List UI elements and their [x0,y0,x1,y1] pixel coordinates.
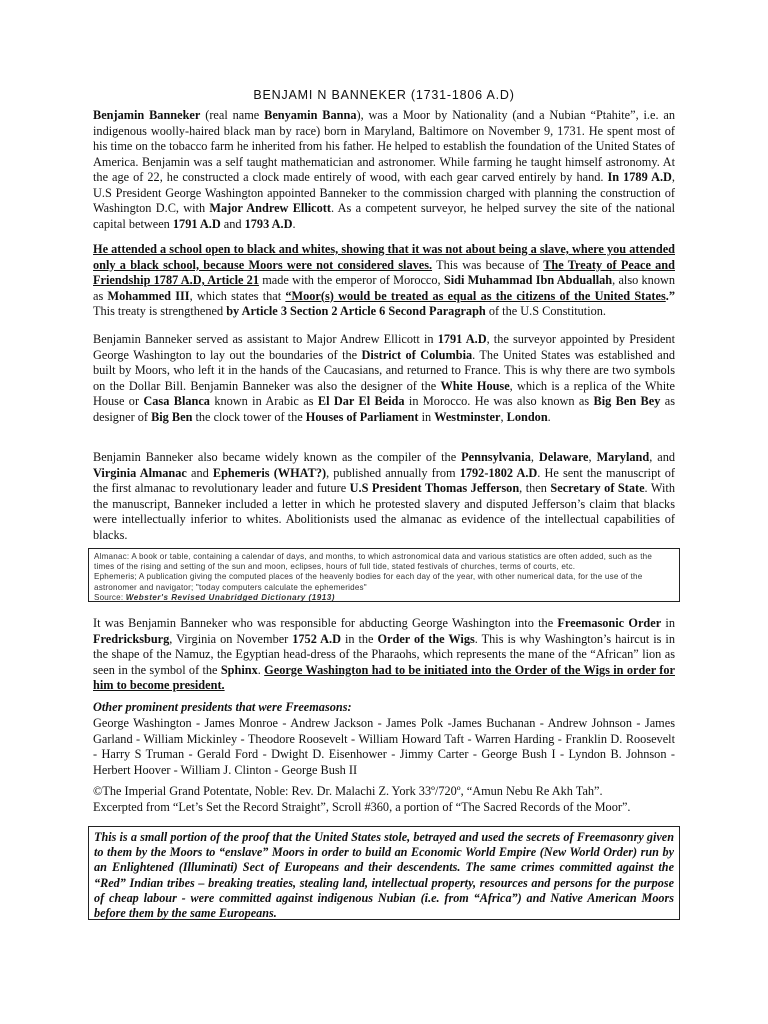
text-span: Benjamin Banneker served as assistant to Major Andrew Ellicott in [93,332,438,346]
text-span: Freemasonic Order [557,616,662,630]
definition-box [88,548,680,602]
credit-line: ©The Imperial Grand Potentate, Noble: Rev. Dr. Malachi Z. York 33º/720º, “Amun Nebu Re Akh Tah”. [93,784,603,798]
text-span: Big Ben [151,409,193,424]
text-span: in [661,616,675,630]
text-span: Virginia Almanac [93,465,187,480]
text-span: White House [440,378,510,393]
text-span: Houses of Parliament [305,409,419,424]
text-span: Maryland [596,450,650,464]
source-title: Webster's Revised Unabridged Dictionary (1913) [125,592,335,602]
text-span: . The United States was established and built by Moors, who left it in the hands of the Caucasians, and returned to France. This is why there are two symbols on the Dollar Bill. Benjamin Banneker was also the designer of the [93,347,675,393]
paragraph-treaty [93,242,675,320]
paragraph-freemasonic [93,616,675,694]
text-span: Secretary of State [550,481,645,495]
text-span: Sphinx [220,662,258,677]
text-span: George Washington had to be initiated into the Order of the Wigs in order for him to become president. [93,662,675,692]
text-span: the clock tower of the [192,409,306,424]
text-span: . This is why Washington’s haircut is in the shape of the Namuz, the Egyptian head-dress of the Pharaohs, which represents the mane of the “African” lion as seen in the symbol of the [93,631,676,677]
source-label: Source: [94,592,126,602]
text-span: , [588,450,597,464]
text-span: 1792-1802 A.D [459,465,538,480]
definition-source [94,593,674,603]
text-span: Major Andrew Ellicott [209,201,331,215]
text-span: In 1789 A.D [607,170,672,184]
text-span: .” [665,288,675,303]
text-span: , Virginia on November [169,631,293,646]
paragraph-district [93,332,675,425]
text-span: He attended a school open to black and whites, showing that it was not about being a slave, where you attended only a black school, because Moors were not considered slaves. [93,242,675,272]
text-span: of the U.S Constitution. [485,304,607,318]
paragraph-almanac [93,450,675,543]
text-span: Casa Blanca [143,394,210,408]
text-span: Fredricksburg [93,631,170,646]
text-span: , [530,450,539,464]
text-span: as designer of [93,394,675,424]
conclusion-box: This is a small portion of the proof that the United States stole, betrayed and used the secrets of Freemasonry given to them by the Moors to “enslave” Moors in order to build an Economic World Empire (New World Order) run by an Enlightened (Illuminati) Sect of Europeans and their descendents. The same crimes committed against the “Red” Indian tribes – breaking treaties, stealing land, intellectual property, resources and persons for the purpose of cheap labour - were committed against indigenous Nubian (i.e. from “Africa”) and Native American Moors before them by the same Europeans. [88,826,680,920]
text-span: Other prominent presidents that were Freemasons: [93,700,352,714]
text-span: El Dar El Beida [317,394,405,408]
text-span: , and [649,450,675,464]
text-span: in Morocco. He was also known as [404,394,594,408]
text-span: . With the manuscript, Banneker included a letter in which he protested slavery and disputed Jefferson’s claim that blacks were intellectually inferior to whites. Abolitionists used the almanac as evidence of the intellectual capabilities of blacks. [93,481,675,542]
credit-block [93,784,675,815]
text-span: known in Arabic as [209,394,318,408]
text-span: , [500,409,507,424]
text-span: “Moor(s) would be treated as equal as the citizens of the United States [285,288,666,303]
text-span: , then [519,481,551,495]
presidents-heading [93,700,675,716]
text-span: 1793 A.D [244,216,293,231]
almanac-definition: Almanac: A book or table, containing a calendar of days, and months, to which astronomical data and various statistics are often added, such as the times of the rising and setting of the sun and moon, eclipses, hours of full tide, stated festivals of churches, terms of courts, etc. [94,552,653,572]
text-span: by Article 3 Section 2 Article 6 Second Paragraph [226,304,486,318]
text-span: , which states that [189,288,286,303]
text-span: made with the emperor of Morocco, [258,273,444,287]
text-span: Pennsylvania [461,450,531,464]
credit-line: Excerpted from “Let’s Set the Record Straight”, Scroll #360, a portion of “The Sacred Records of the Moor”. [93,799,631,814]
text-span: The Treaty of Peace and Friendship 1787 A.D, Article 21 [93,257,675,287]
text-span: . [257,662,265,677]
text-span: Benjamin Banneker [93,108,201,122]
text-span: Westminster [434,409,501,424]
text-span: ), was a Moor by Nationality (and a Nubian “Ptahite”, i.e. an indigenous woolly-haired black man by race) born in Maryland, Baltimore on November 9, 1731. He spent most of his time on the tobacco farm he inherited from his father. He helped to establish the foundation of the United States of America. Benjamin was a self taught mathematician and astronomer. While farming he taught himself astronomy. At the age of 22, he constructed a clock made entirely of wood, with each gear carved entirely by hand. [93,108,676,184]
text-span: This was because of [432,257,544,272]
text-span: , the surveyor appointed by President George Washington to lay out the boundaries of the [93,332,675,362]
text-span: It was Benjamin Banneker who was responsible for abducting George Washington into the [93,616,558,630]
text-span: Mohammed III [107,288,190,303]
text-span: , which is a replica of the White House or [93,378,675,408]
text-span: . [547,409,551,424]
text-span: . He sent the manuscript of the first almanac to revolutionary leader and future [93,465,676,495]
text-span: Order of the Wigs [377,631,475,646]
text-span: Delaware [538,450,589,464]
text-span: Ephemeris (WHAT?) [212,465,327,480]
text-span: U.S President Thomas Jefferson [349,481,520,495]
text-span: . As a competent surveyor, he helped survey the site of the national capital between [93,201,675,231]
text-span: 1791 A.D [172,216,221,231]
text-span: Sidi Muhammad Ibn Abduallah [443,273,613,287]
text-span: Benyamin Banna [264,108,357,122]
text-span: (real name [200,108,265,122]
presidents-list: George Washington - James Monroe - Andrew Jackson - James Polk -James Buchanan - Andrew Johnson - James Garland - William Mickinley - Theodore Roosevelt - William Howard Taft - Warren Harding - Franklin D. Roosevelt - Harry S Truman - Gerald Ford - Dwight D. Eisenhower - Jimmy Carter - George Bush I - Lyndon B. Johnson - Herbert Hoover - William J. Clinton - George Bush II [93,716,675,777]
text-span: This treaty is strengthened [93,304,227,318]
text-span: London [506,409,548,424]
text-span: 1752 A.D [292,631,341,646]
text-span: and [220,216,245,231]
ephemeris-definition: Ephemeris; A publication giving the computed places of the heavenly bodies for each day of the year, with other numerical data, for the use of the astronomer and navigator; "today computers calculate the ephemerides" [94,572,643,592]
text-span: , U.S President George Washington appointed Banneker to the commission charged with planning the construction of Washington D.C, with [93,170,675,215]
text-span: , also known as [93,273,675,303]
text-span: District of Columbia [361,347,473,362]
text-span: Big Ben Bey [593,394,661,408]
text-span: . [292,216,296,231]
page-title: BENJAMI N BANNEKER (1731-1806 A.D) [253,88,515,102]
text-span: 1791 A.D [437,332,487,346]
text-span: Benjamin Banneker also became widely known as the compiler of the [93,450,462,464]
text-span: in the [340,631,378,646]
text-span: , published annually from [326,465,460,480]
text-span: in [418,409,435,424]
text-span: and [186,465,213,480]
paragraph-intro [93,108,675,232]
